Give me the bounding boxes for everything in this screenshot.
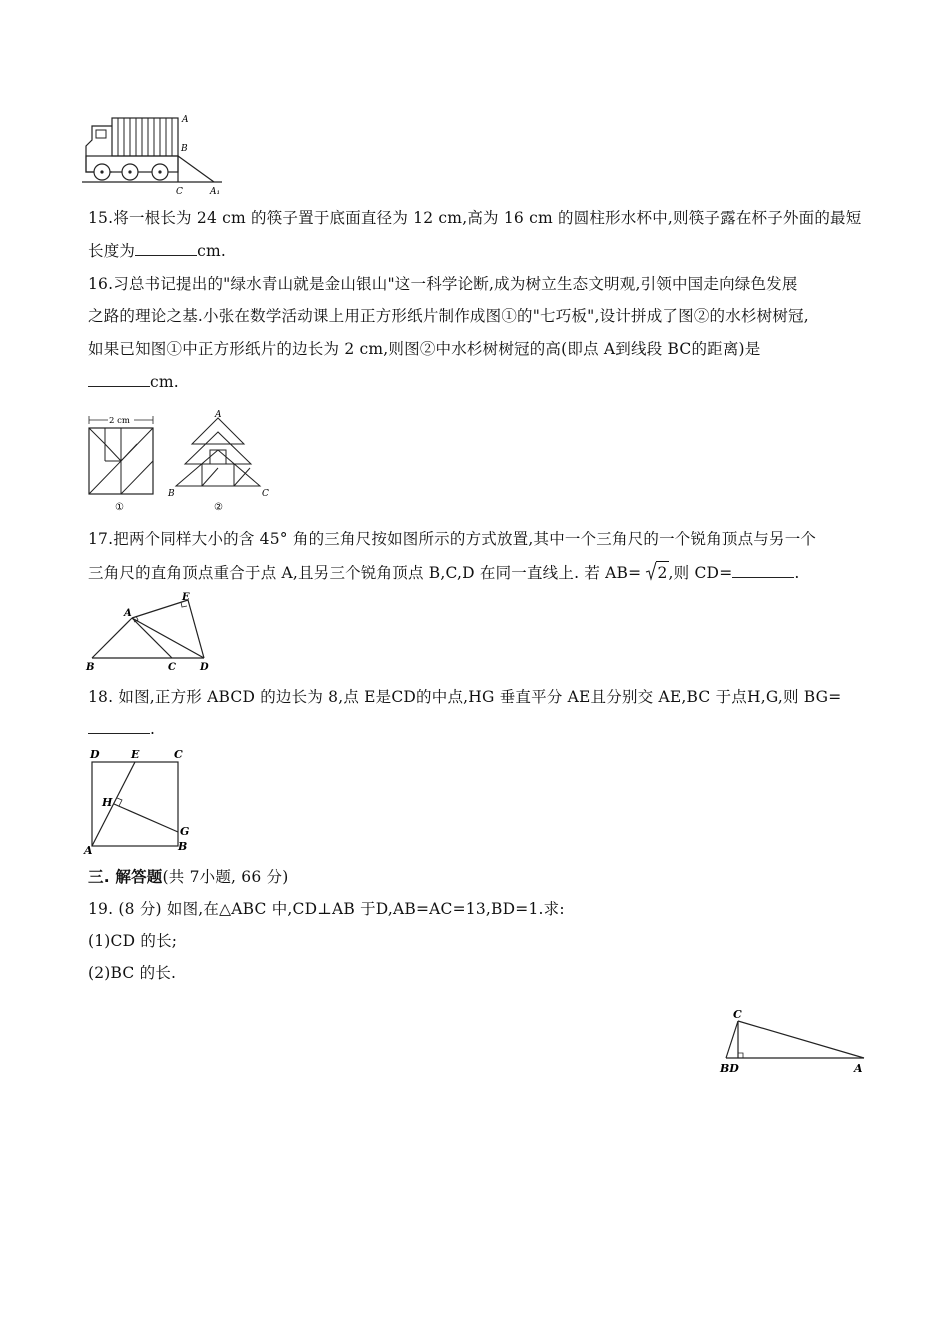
q19-part1: (1)CD 的长; bbox=[88, 932, 178, 950]
q19-triangle-figure bbox=[716, 1007, 876, 1078]
q19-label-A: A bbox=[854, 1062, 863, 1075]
figure2-caption: ② bbox=[214, 502, 223, 513]
q16-line1: 16.习总书记提出的"绿水青山就是金山银山"这一科学论断,成为树立生态文明观,引领中国走向绿色发展 bbox=[88, 275, 798, 293]
label-A: A bbox=[182, 115, 189, 125]
q15-line2-post: cm. bbox=[197, 242, 227, 260]
q19-part2: (2)BC 的长. bbox=[88, 964, 177, 982]
sqrt-radicand: 2 bbox=[656, 561, 668, 584]
tree-label-A: A bbox=[215, 410, 222, 420]
square-figure bbox=[84, 744, 204, 856]
q16-line4-post: cm. bbox=[150, 373, 179, 391]
sq-label-E: E bbox=[131, 748, 140, 761]
tri-label-E: E bbox=[182, 592, 190, 603]
label-A1: A₁ bbox=[210, 187, 221, 197]
tri-label-A: A bbox=[124, 608, 132, 619]
tri-label-C: C bbox=[168, 662, 176, 673]
q16-line2: 之路的理论之基.小张在数学活动课上用正方形纸片制作成图①的"七巧板",设计拼成了图②的水杉树树冠, bbox=[88, 307, 809, 325]
q15-line2 bbox=[88, 240, 226, 262]
q18-line2 bbox=[88, 718, 155, 740]
q16-line4 bbox=[88, 371, 179, 393]
sqrt-expression bbox=[646, 561, 668, 584]
q19-line1: 19. (8 分) 如图,在△ABC 中,CD⊥AB 于D,AB=AC=13,BD=1.求: bbox=[88, 900, 565, 918]
section3-heading bbox=[88, 866, 289, 888]
q18-line2-post: . bbox=[150, 720, 156, 738]
sq-label-C: C bbox=[174, 748, 183, 761]
tri-label-D: D bbox=[200, 662, 209, 673]
q17-line2-pre: 三角尺的直角顶点重合于点 A,且另三个锐角顶点 B,C,D 在同一直线上. 若 AB= bbox=[88, 564, 642, 582]
q18-answer-blank[interactable] bbox=[88, 719, 150, 734]
label-B: B bbox=[181, 144, 188, 154]
truck-figure bbox=[82, 110, 232, 200]
section3-note: (共 7小题, 66 分) bbox=[162, 868, 289, 886]
sq-label-H: H bbox=[102, 796, 113, 809]
q17-line2 bbox=[88, 561, 800, 584]
sq-label-G: G bbox=[180, 825, 190, 838]
label-C: C bbox=[176, 187, 183, 197]
q19-label-BD: BD bbox=[720, 1062, 739, 1075]
q19-label-C: C bbox=[733, 1007, 742, 1021]
tangram-figure bbox=[84, 406, 284, 516]
q17-answer-blank[interactable] bbox=[732, 563, 794, 578]
q18-line1: 18. 如图,正方形 ABCD 的边长为 8,点 E是CD的中点,HG 垂直平分 AE且分别交 AE,BC 于点H,G,则 BG= bbox=[88, 688, 842, 706]
figure1-caption: ① bbox=[115, 502, 124, 513]
side-length-label: 2 cm bbox=[109, 416, 130, 426]
tree-label-B: B bbox=[168, 489, 175, 499]
q17-line2-mid: ,则 CD= bbox=[668, 564, 733, 582]
sq-label-A: A bbox=[84, 844, 93, 857]
tree-label-C: C bbox=[262, 489, 269, 499]
sq-label-D: D bbox=[90, 748, 100, 761]
q15-line2-pre: 长度为 bbox=[88, 242, 136, 260]
sq-label-B: B bbox=[178, 840, 188, 853]
q17-line1: 17.把两个同样大小的含 45° 角的三角尺按如图所示的方式放置,其中一个三角尺的一个锐角顶点与另一个 bbox=[88, 530, 817, 548]
set-square-figure bbox=[84, 588, 224, 674]
q16-answer-blank[interactable] bbox=[88, 372, 150, 387]
q15-line1: 15.将一根长为 24 cm 的筷子置于底面直径为 12 cm,高为 16 cm 的圆柱形水杯中,则筷子露在杯子外面的最短 bbox=[88, 209, 862, 227]
q15-answer-blank[interactable] bbox=[135, 241, 197, 256]
section3-title: 三. 解答题 bbox=[88, 868, 163, 886]
q17-line2-post: . bbox=[794, 564, 800, 582]
tri-label-B: B bbox=[86, 662, 95, 673]
q16-line3: 如果已知图①中正方形纸片的边长为 2 cm,则图②中水杉树树冠的高(即点 A到线段 BC的距离)是 bbox=[88, 340, 761, 358]
